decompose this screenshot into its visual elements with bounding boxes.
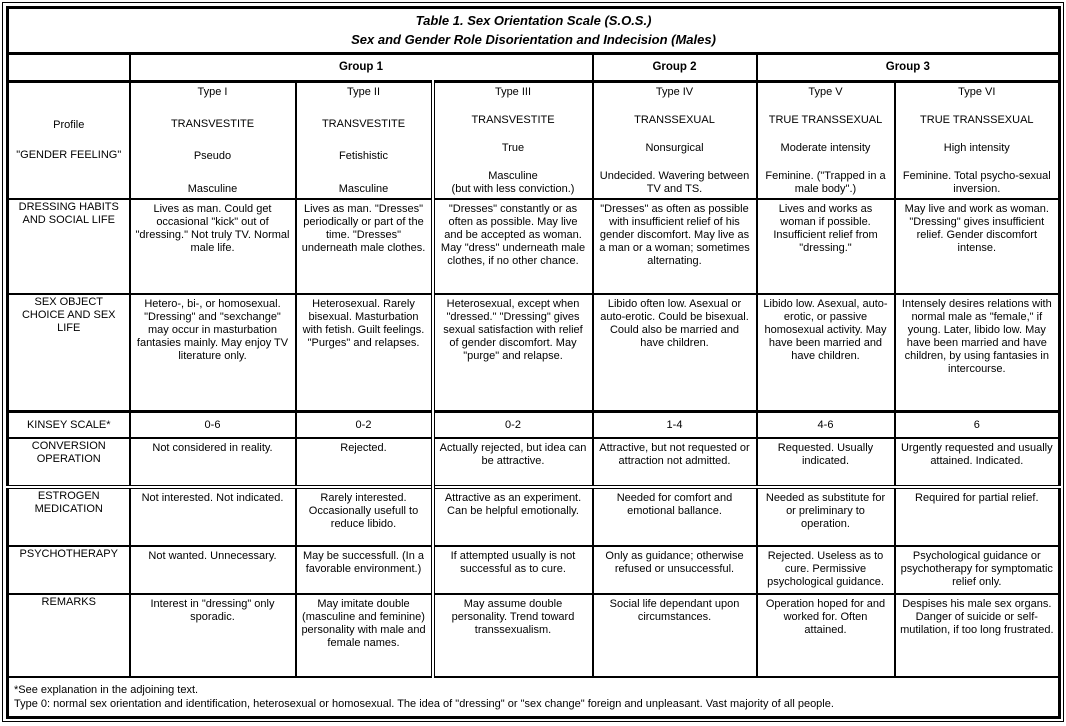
type-number: Type I bbox=[197, 85, 228, 98]
type-feeling: Feminine. Total psycho-sexual inversion. bbox=[902, 169, 1051, 195]
cell-sexobject-type2: Heterosexual. Rarely bisexual. Masturbation with fetish. Guilt feelings. "Purges" and relapses. bbox=[296, 294, 433, 411]
cell-estrogen-type6: Required for partial relief. bbox=[895, 487, 1060, 546]
type-number: Type II bbox=[346, 85, 381, 98]
cell-estrogen-type5: Needed as substitute for or preliminary to operation. bbox=[757, 487, 895, 546]
cell-estrogen-type2: Rarely interested. Occasionally usefull to reduce libido. bbox=[296, 487, 433, 546]
cell-psychotherapy-type2: May be successfull. (In a favorable environment.) bbox=[296, 546, 433, 594]
cell-sexobject-type3: Heterosexual, except when "dressed." "Dressing" gives sexual satisfaction with relief of gender discomfort. May "purge" and relapse. bbox=[433, 294, 593, 411]
document-page bbox=[2, 2, 1064, 722]
profile-label-line2: "GENDER FEELING" bbox=[16, 149, 122, 162]
table-row-groups bbox=[8, 53, 1060, 81]
cell-estrogen-type3: Attractive as an experiment. Can be helpful emotionally. bbox=[433, 487, 593, 546]
type-category: TRUE TRANSSEXUAL bbox=[920, 113, 1034, 126]
type-feeling bbox=[439, 170, 588, 196]
cell-estrogen-type1: Not interested. Not indicated. bbox=[130, 487, 296, 546]
sos-table bbox=[6, 6, 1061, 719]
table-row-remarks bbox=[8, 594, 1060, 677]
table-row-footnotes bbox=[8, 677, 1060, 717]
type-number: Type VI bbox=[958, 85, 996, 98]
cell-dressing-type5: Lives and works as woman if possible. Insufficient relief from "dressing." bbox=[757, 199, 895, 294]
cell-kinsey-type6: 6 bbox=[895, 411, 1060, 438]
table-title bbox=[8, 8, 1060, 54]
profile-type2 bbox=[296, 81, 433, 199]
cell-estrogen-type4: Needed for comfort and emotional ballance. bbox=[593, 487, 757, 546]
cell-remarks-type3: May assume double personality. Trend toward transsexualism. bbox=[433, 594, 593, 677]
type-subtype: Moderate intensity bbox=[780, 141, 871, 154]
cell-sexobject-type6: Intensely desires relations with normal male as "female," if young. Later, libido low. May have been married and have children, by using fantasies in intercourse. bbox=[895, 294, 1060, 411]
cell-remarks-type5: Operation hoped for and worked for. Often attained. bbox=[757, 594, 895, 677]
type-category: TRANSSEXUAL bbox=[634, 113, 715, 126]
footnote-type0: Type 0: normal sex orientation and identification, heterosexual or homosexual. The idea of "dressing" or "sex change" foreign and unpleasant. Vast majority of all people. bbox=[14, 698, 834, 711]
table-row-title bbox=[8, 8, 1060, 54]
group-row-stub bbox=[8, 53, 130, 81]
group-1-header: Group 1 bbox=[130, 53, 593, 81]
type-subtype: Fetishistic bbox=[339, 150, 388, 163]
cell-kinsey-type5: 4-6 bbox=[757, 411, 895, 438]
row-label-profile bbox=[8, 81, 130, 199]
type-category: TRANSVESTITE bbox=[321, 118, 406, 131]
table-row-profile bbox=[8, 81, 1060, 199]
type-feeling: Masculine bbox=[338, 182, 389, 195]
cell-sexobject-type5: Libido low. Asexual, auto-erotic, or passive homosexual activity. May have been married and have children. bbox=[757, 294, 895, 411]
cell-dressing-type4: "Dresses" as often as possible with insufficient relief of his gender discomfort. May live as a man or a woman; sometimes alternating. bbox=[593, 199, 757, 294]
cell-remarks-type4: Social life dependant upon circumstances. bbox=[593, 594, 757, 677]
cell-remarks-type6: Despises his male sex organs. Danger of suicide or self-mutilation, if too long frustrated. bbox=[895, 594, 1060, 677]
row-label-dressing-habits: DRESSING HABITS AND SOCIAL LIFE bbox=[8, 199, 130, 294]
cell-psychotherapy-type5: Rejected. Useless as to cure. Permissive psychological guidance. bbox=[757, 546, 895, 594]
type-number: Type III bbox=[494, 85, 532, 98]
table-row-psychotherapy bbox=[8, 546, 1060, 594]
cell-psychotherapy-type3: If attempted usually is not successful as to cure. bbox=[433, 546, 593, 594]
type-feeling-line1: Masculine bbox=[488, 169, 538, 182]
type-feeling-line2: (but with less conviction.) bbox=[451, 182, 575, 195]
table-row-kinsey-scale bbox=[8, 411, 1060, 438]
type-category: TRUE TRANSSEXUAL bbox=[768, 113, 883, 126]
group-3-header: Group 3 bbox=[757, 53, 1060, 81]
cell-psychotherapy-type4: Only as guidance; otherwise refused or unsuccessful. bbox=[593, 546, 757, 594]
cell-conversion-type3: Actually rejected, but idea can be attractive. bbox=[433, 438, 593, 487]
cell-conversion-type5: Requested. Usually indicated. bbox=[757, 438, 895, 487]
cell-kinsey-type3: 0-2 bbox=[433, 411, 593, 438]
footnote-asterisk: *See explanation in the adjoining text. bbox=[14, 683, 199, 696]
cell-kinsey-type4: 1-4 bbox=[593, 411, 757, 438]
profile-type3 bbox=[433, 81, 593, 199]
cell-psychotherapy-type6: Psychological guidance or psychotherapy for symptomatic relief only. bbox=[895, 546, 1060, 594]
cell-remarks-type2: May imitate double (masculine and feminine) personality with male and female names. bbox=[296, 594, 433, 677]
row-label-sex-object: SEX OBJECT CHOICE AND SEX LIFE bbox=[8, 294, 130, 411]
cell-conversion-type4: Attractive, but not requested or attraction not admitted. bbox=[593, 438, 757, 487]
type-subtype: Pseudo bbox=[193, 150, 232, 163]
row-label-conversion-operation: CONVERSION OPERATION bbox=[8, 438, 130, 487]
cell-conversion-type1: Not considered in reality. bbox=[130, 438, 296, 487]
type-subtype: High intensity bbox=[943, 141, 1010, 154]
table-row-estrogen-medication bbox=[8, 487, 1060, 546]
type-subtype: True bbox=[501, 141, 525, 154]
cell-dressing-type1: Lives as man. Could get occasional "kick" out of "dressing." Not truly TV. Normal male life. bbox=[130, 199, 296, 294]
cell-sexobject-type1: Hetero-, bi-, or homosexual. "Dressing" and "sexchange" may occur in masturbation fantasies mainly. May enjoy TV literature only. bbox=[130, 294, 296, 411]
table-row-dressing-habits bbox=[8, 199, 1060, 294]
type-category: TRANSVESTITE bbox=[471, 113, 555, 126]
profile-type6 bbox=[895, 81, 1060, 199]
group-2-header: Group 2 bbox=[593, 53, 757, 81]
type-number: Type V bbox=[808, 85, 843, 98]
type-feeling: Masculine bbox=[187, 182, 238, 195]
type-number: Type IV bbox=[655, 85, 694, 98]
cell-dressing-type6: May live and work as woman. "Dressing" gives insufficient relief. Gender discomfort intense. bbox=[895, 199, 1060, 294]
cell-psychotherapy-type1: Not wanted. Unnecessary. bbox=[130, 546, 296, 594]
table-title-line2: Sex and Gender Role Disorientation and Indecision (Males) bbox=[351, 31, 716, 47]
profile-label-line1: Profile bbox=[53, 119, 85, 132]
cell-conversion-type6: Urgently requested and usually attained. Indicated. bbox=[895, 438, 1060, 487]
cell-dressing-type3: "Dresses" constantly or as often as possible. May live and be accepted as woman. May "dress" underneath male clothes, if no other chance. bbox=[433, 199, 593, 294]
row-label-remarks: REMARKS bbox=[8, 594, 130, 677]
table-row-sex-object bbox=[8, 294, 1060, 411]
cell-dressing-type2: Lives as man. "Dresses" periodically or part of the time. "Dresses" underneath male clothes. bbox=[296, 199, 433, 294]
table-title-line1: Table 1. Sex Orientation Scale (S.O.S.) bbox=[415, 13, 652, 28]
type-feeling: Undecided. Wavering between TV and TS. bbox=[599, 169, 750, 195]
row-label-estrogen-medication: ESTROGEN MEDICATION bbox=[8, 487, 130, 546]
table-row-conversion-operation bbox=[8, 438, 1060, 487]
type-category: TRANSVESTITE bbox=[170, 118, 255, 131]
profile-type4 bbox=[593, 81, 757, 199]
cell-remarks-type1: Interest in "dressing" only sporadic. bbox=[130, 594, 296, 677]
profile-type5 bbox=[757, 81, 895, 199]
profile-type1 bbox=[130, 81, 296, 199]
cell-sexobject-type4: Libido often low. Asexual or auto-erotic. Could be bisexual. Could also be married and have children. bbox=[593, 294, 757, 411]
type-feeling: Feminine. ("Trapped in a male body".) bbox=[765, 169, 886, 195]
cell-conversion-type2: Rejected. bbox=[296, 438, 433, 487]
type-subtype: Nonsurgical bbox=[645, 141, 704, 154]
cell-kinsey-type2: 0-2 bbox=[296, 411, 433, 438]
row-label-kinsey-scale: KINSEY SCALE* bbox=[8, 411, 130, 438]
footnotes bbox=[8, 677, 1060, 717]
row-label-psychotherapy: PSYCHOTHERAPY bbox=[8, 546, 130, 594]
cell-kinsey-type1: 0-6 bbox=[130, 411, 296, 438]
